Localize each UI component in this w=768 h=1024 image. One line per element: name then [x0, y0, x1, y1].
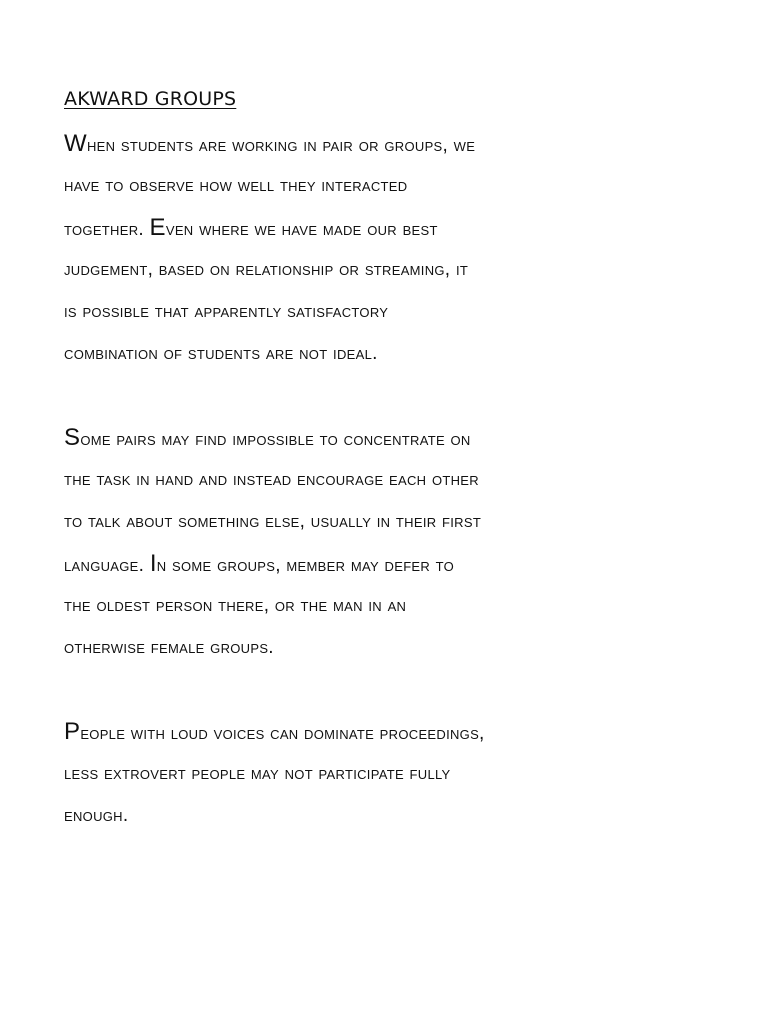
paragraph-1-line-4: judgement, based on relationship or streaming, it — [64, 259, 469, 280]
document-title: AKWARD GROUPS — [64, 88, 237, 110]
paragraph-3-line-2: less extrovert people may not participate fully — [64, 763, 451, 784]
paragraph-2-line-4: language. In some groups, member may defer to — [64, 550, 455, 577]
paragraph-1-line-5: is possible that apparently satisfactory — [64, 301, 389, 322]
paragraph-1-line-6: combination of students are not ideal. — [64, 343, 378, 364]
paragraph-2-line-2: the task in hand and instead encourage each other — [64, 469, 479, 490]
paragraph-1-line-2: have to observe how well they interacted — [64, 175, 408, 196]
paragraph-3-line-1: People with loud voices can dominate proceedings, — [64, 718, 485, 745]
paragraph-2-line-3: to talk about something else, usually in their first — [64, 511, 482, 532]
paragraph-2-line-6: otherwise female groups. — [64, 637, 274, 658]
paragraph-1-line-1: When students are working in pair or groups, we — [64, 130, 476, 157]
paragraph-3-line-3: enough. — [64, 805, 129, 826]
paragraph-2-line-1: Some pairs may find impossible to concentrate on — [64, 424, 471, 451]
paragraph-1-line-3: together. Even where we have made our best — [64, 214, 438, 241]
document-page — [64, 0, 744, 1024]
paragraph-2-line-5: the oldest person there, or the man in an — [64, 595, 407, 616]
